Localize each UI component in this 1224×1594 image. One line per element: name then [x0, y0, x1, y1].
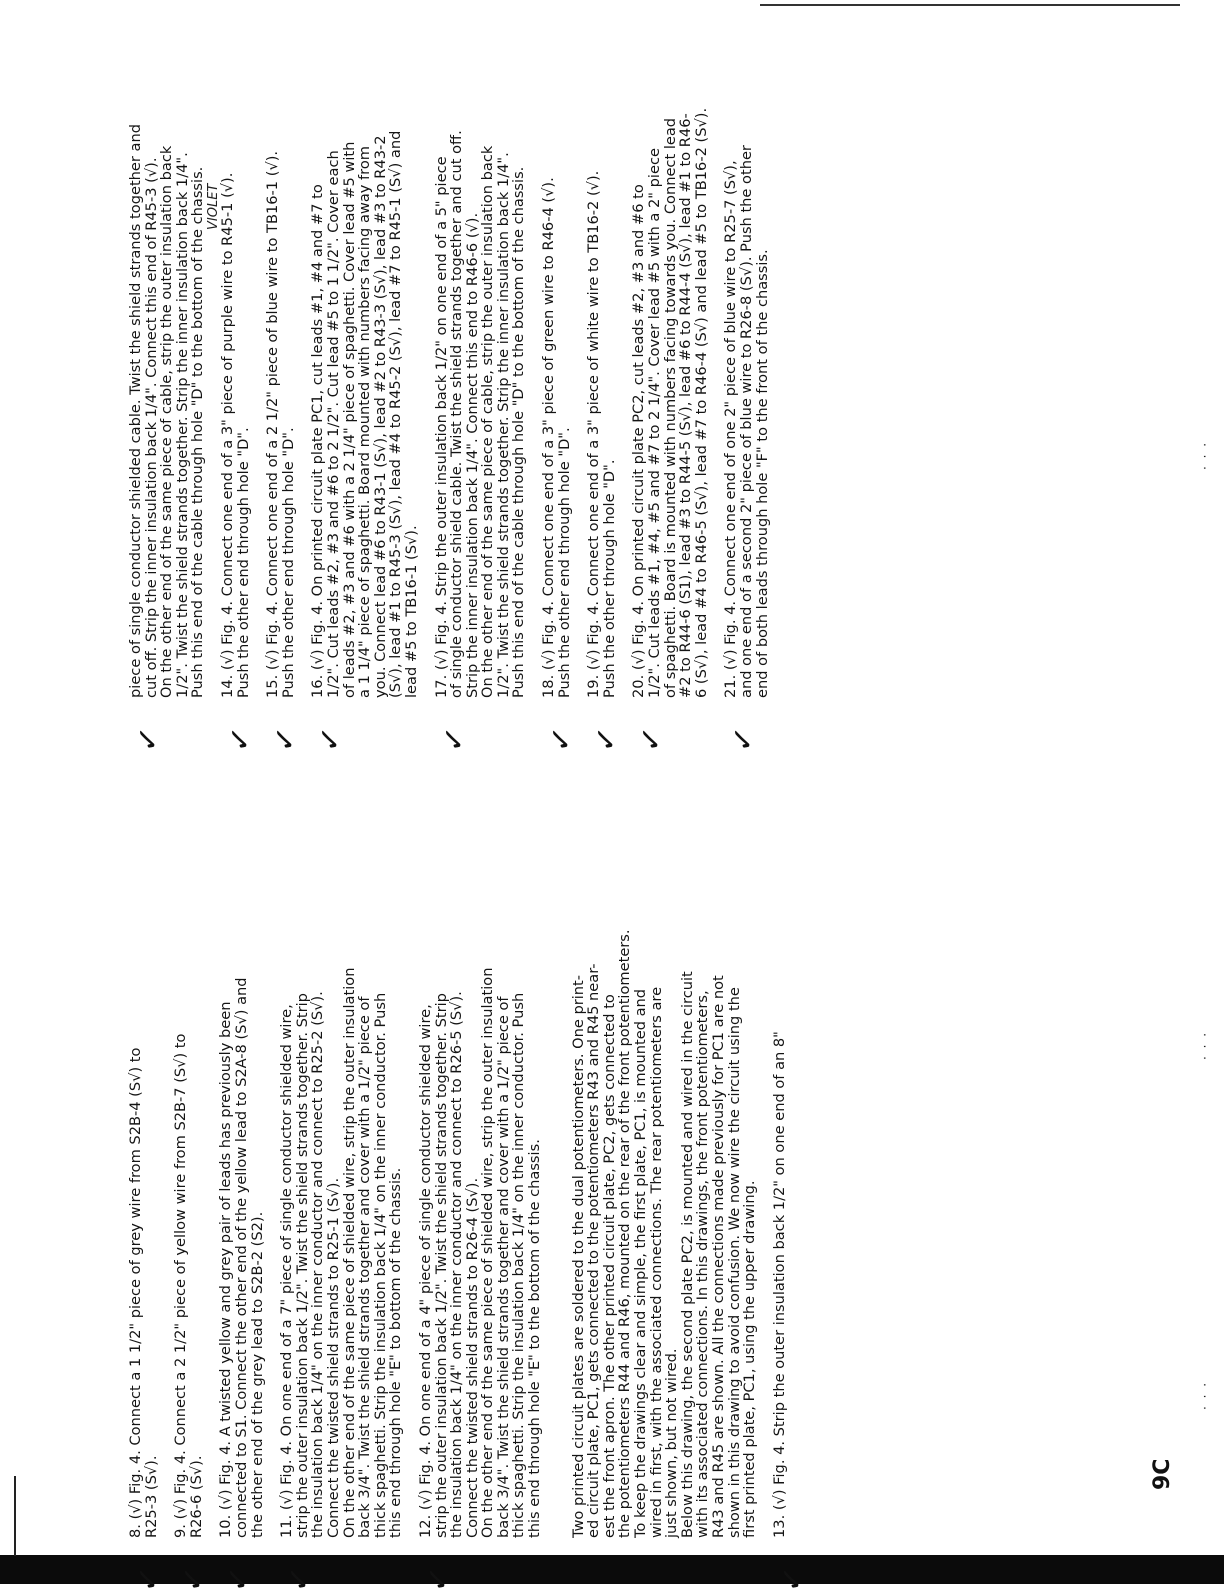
text-line: strip the outer insulation back 1/2". Twist the shield strands together. Strip [293, 993, 311, 1538]
text-line: of single conductor shield cable. Twist the shield strands together and cut off. [448, 130, 466, 698]
instruction-step-13-continued [127, 0, 207, 755]
text-line: 1/2". Cut leads #1, #4, #5 and #7 to 2 1/4". Cover lead #5 with a 2" piece [646, 148, 664, 698]
text-line: strip the outer insulation back 1/2". Twist the shield strands together. Strip [432, 993, 450, 1538]
text-line: the insulation back 1/4" on the inner conductor and connect to R26-5 (S√). [448, 991, 466, 1538]
text-line: this end through hole "E" to bottom of the chassis. [387, 1167, 405, 1538]
text-line: 11. (√) Fig. 4. On one end of a 7" piece of single conductor shielded wire, [278, 1004, 296, 1538]
instruction-step-8 [127, 800, 168, 1594]
text-line: 1/2". Twist the shield strands together. Strip the inner insulation back 1/4". [494, 152, 512, 698]
text-line: Push the other end through hole "D". [279, 427, 297, 698]
text-line: #2 to R44-6 (S1), lead #3 to R44-5 (S√), lead #6 to R44-4 (S√), lead #1 to R46- [677, 113, 695, 698]
check-mark-icon: ✓ [773, 1564, 812, 1594]
instruction-step-19 [585, 0, 626, 755]
instruction-step-21 [722, 0, 771, 755]
text-line: lead #5 to TB16-1 (S√). [402, 525, 420, 698]
text-line: connected to S1. Connect the other end of the yellow lead to S2A-8 (S√) and [232, 977, 250, 1538]
text-line: 1/2". Twist the shield strands together. Strip the inner insulation back 1/4". [173, 152, 191, 698]
text-line: just shown, but not wired. [663, 1348, 681, 1538]
text-line: first printed plate, PC1, using the upper drawing. [741, 1180, 759, 1538]
text-line: Strip the inner insulation back 1/4". Connect this end to R46-6 (√). [463, 212, 481, 698]
text-line: 9. (√) Fig. 4. Connect a 2 1/2" piece of yellow wire from S2B-7 (S√) to [172, 1033, 190, 1538]
instruction-step-20 [630, 0, 710, 755]
text-line: 15. (√) Fig. 4. Connect one end of a 2 1/2" piece of blue wire to TB16-1 (√). [264, 150, 282, 698]
text-line: a 1 1/4" piece of spaghetti. Board mounted with numbers facing away from [356, 145, 374, 698]
text-line: 6 (S√), lead #4 to R46-5 (S√), lead #7 to R46-4 (S√) and lead #5 to TB16-2 (S√). [692, 107, 710, 698]
check-mark-icon: ✓ [632, 724, 672, 755]
text-line: ed circuit plate, PC1, gets connected to the potentiometers R43 and R45 near- [585, 963, 603, 1538]
text-line: 14. (√) Fig. 4. Connect one end of a 3" piece of purple wire to R45-1 (√). [218, 172, 236, 698]
instruction-step-16 [309, 0, 420, 755]
text-line: thick spaghetti. Strip the insulation back 1/4" on the inner conductor. Push [371, 992, 389, 1538]
text-line: the other end of the grey lead to S2B-2 (S2). [248, 1211, 266, 1538]
punch-marks: · · · [1198, 1380, 1212, 1410]
text-line: 13. (√) Fig. 4. Strip the outer insulation back 1/2" on one end of an 8" [770, 1031, 788, 1538]
text-line: 18. (√) Fig. 4. Connect one end of a 3" piece of green wire to R46-4 (√). [540, 177, 558, 698]
check-mark-icon: ✓ [174, 1564, 213, 1594]
page-number: 9C [1150, 1458, 1175, 1490]
check-mark-icon: ✓ [311, 724, 350, 755]
handwritten-note: VIOLET [205, 183, 221, 230]
check-mark-icon: ✓ [129, 1564, 168, 1594]
text-line: cut off. Strip the inner insulation back 1/4". Connect this end of R45-3 (√). [142, 157, 160, 698]
instruction-step-11 [278, 800, 405, 1594]
check-mark-icon: ✓ [129, 724, 168, 755]
text-line: with its associated connections. In this drawings, the front potentiometers, [694, 990, 712, 1538]
text-line: you. Connect lead #6 to R43-1 (S√), lead #2 to R43-3 (S√), lead #3 to R43-2 [371, 135, 389, 698]
text-line: the insulation back 1/4" on the inner conductor and connect to R25-2 (S√). [309, 991, 327, 1538]
text-line: 16. (√) Fig. 4. On printed circuit plate PC1, cut leads #1, #4 and #7 to [309, 184, 327, 698]
text-line: To keep the drawings clear and simple, the first plate, PC1, is mounted and [632, 988, 650, 1538]
text-line: back 3/4". Twist the shield strands together and cover with a 1/2" piece of [356, 996, 374, 1538]
text-line: 17. (√) Fig. 4. Strip the outer insulation back 1/2" on one end of a 5" piece [432, 156, 450, 698]
text-line: Two printed circuit plates are soldered to the dual potentiometers. One print- [569, 974, 587, 1538]
instruction-step-18 [540, 0, 581, 755]
text-line: 12. (√) Fig. 4. On one end of a 4" piece of single conductor shielded wire, [416, 1004, 434, 1538]
text-line: Push the other end through hole "D". [555, 427, 573, 698]
text-line: Push the other through hole "D". [600, 459, 618, 698]
text-line: (S√), lead #1 to R45-3 (S√), lead #4 to R45-2 (S√), lead #7 to R45-1 (S√) and [387, 130, 405, 698]
text-line: 19. (√) Fig. 4. Connect one end of a 3" piece of white wire to TB16-2 (√). [585, 170, 603, 698]
text-line: R25-3 (S√). [142, 1455, 160, 1538]
text-line: On the other end of the same piece of cable, strip the outer insulation back [158, 145, 176, 698]
instruction-step-17 [432, 0, 528, 755]
text-line: the potentiometers R44 and R46, mounted on the rear of the front potentiometers. [616, 929, 634, 1538]
intro-paragraph [571, 800, 758, 1538]
instruction-step-15 [264, 0, 305, 755]
check-mark-icon: ✓ [280, 1564, 319, 1594]
text-line: thick spaghetti. Strip the insulation back 1/4" on the inner conductor. Push [510, 992, 528, 1538]
text-line: On the other end of the same piece of shielded wire, strip the outer insulation [340, 967, 358, 1538]
text-line: On the other end of the same piece of shielded wire, strip the outer insulation [479, 967, 497, 1538]
left-column [127, 800, 812, 1594]
text-line: of leads #2, #3 and #6 with a 2 1/4" piece of spaghetti. Cover lead #5 with [340, 141, 358, 698]
text-line: Push this end of the cable through hole "D" to the bottom of the chassis. [510, 166, 528, 698]
text-line: 8. (√) Fig. 4. Connect a 1 1/2" piece of grey wire from S2B-4 (S√) to [127, 1047, 144, 1538]
check-mark-icon: ✓ [219, 1564, 258, 1594]
instruction-step-12 [416, 800, 544, 1594]
right-column [127, 0, 784, 755]
text-line: back 3/4". Twist the shield strands together and cover with a 1/2" piece of [494, 996, 512, 1538]
text-line: 21. (√) Fig. 4. Connect one end of one 2" piece of blue wire to R25-7 (S√), [722, 160, 740, 698]
text-line: Connect the twisted shield strands to R25-1 (S√). [324, 1177, 342, 1538]
check-mark-icon: ✓ [434, 724, 474, 755]
punch-marks: · · · [1198, 440, 1212, 470]
check-mark-icon: ✓ [542, 724, 581, 755]
check-mark-icon: ✓ [724, 724, 763, 755]
check-mark-icon: ✓ [266, 724, 305, 755]
text-line: Below this drawing, the second plate PC2, is mounted and wired in the circuit [678, 971, 696, 1538]
text-line: Push this end of the cable through hole "D" to the bottom of the chassis. [189, 166, 207, 698]
text-line: est the front apron. The other printed circuit plate, PC2, gets connected to [600, 994, 618, 1538]
instruction-step-9 [172, 800, 213, 1594]
punch-marks: · · · [1198, 1030, 1212, 1060]
text-line: of spaghetti. Board is mounted with numbers facing towards you. Connect lead [661, 117, 679, 698]
text-line: 10. (√) Fig. 4. A twisted yellow and grey pair of leads has previously been [217, 1001, 235, 1538]
check-mark-icon: ✓ [419, 1564, 458, 1594]
text-line: R26-6 (S√). [187, 1455, 205, 1538]
text-line: 20. (√) Fig. 4. On printed circuit plate PC2, cut leads #2, #3 and #6 to [630, 184, 648, 698]
text-line: this end through hole "E" to the bottom of the chassis. [526, 1139, 544, 1538]
instruction-step-14 [205, 0, 260, 755]
check-mark-icon: ✓ [587, 724, 626, 755]
check-mark-icon: ✓ [221, 724, 260, 755]
instruction-step-13 [770, 800, 812, 1594]
text-line: Push the other end through hole "D". [234, 427, 252, 698]
text-line: end of both leads through hole "F" to the front of the chassis. [753, 249, 771, 698]
text-line: Connect the twisted shield strands to R26-4 (S√). [463, 1177, 481, 1538]
text-line: R43 and R45 are shown. All the connections made previously for PC1 are not [710, 975, 727, 1538]
instruction-step-10 [217, 800, 266, 1594]
text-line: On the other end of the same piece of cable, strip the outer insulation back [479, 145, 497, 698]
text-line: piece of single conductor shielded cable. Twist the shield strands together and [127, 124, 144, 698]
text-line: shown in this drawing to avoid confusion. We now wire the circuit using the [725, 987, 743, 1538]
text-line: wired in first, with the associated connections. The rear potentiometers are [647, 986, 665, 1538]
text-line: and one end of a second 2" piece of blue wire to R26-8 (S√). Push the other [738, 145, 755, 698]
text-line: 1/2". Cut leads #2, #3 and #6 to 2 1/2". Cut lead #5 to 1 1/2". Cover each [324, 150, 342, 698]
